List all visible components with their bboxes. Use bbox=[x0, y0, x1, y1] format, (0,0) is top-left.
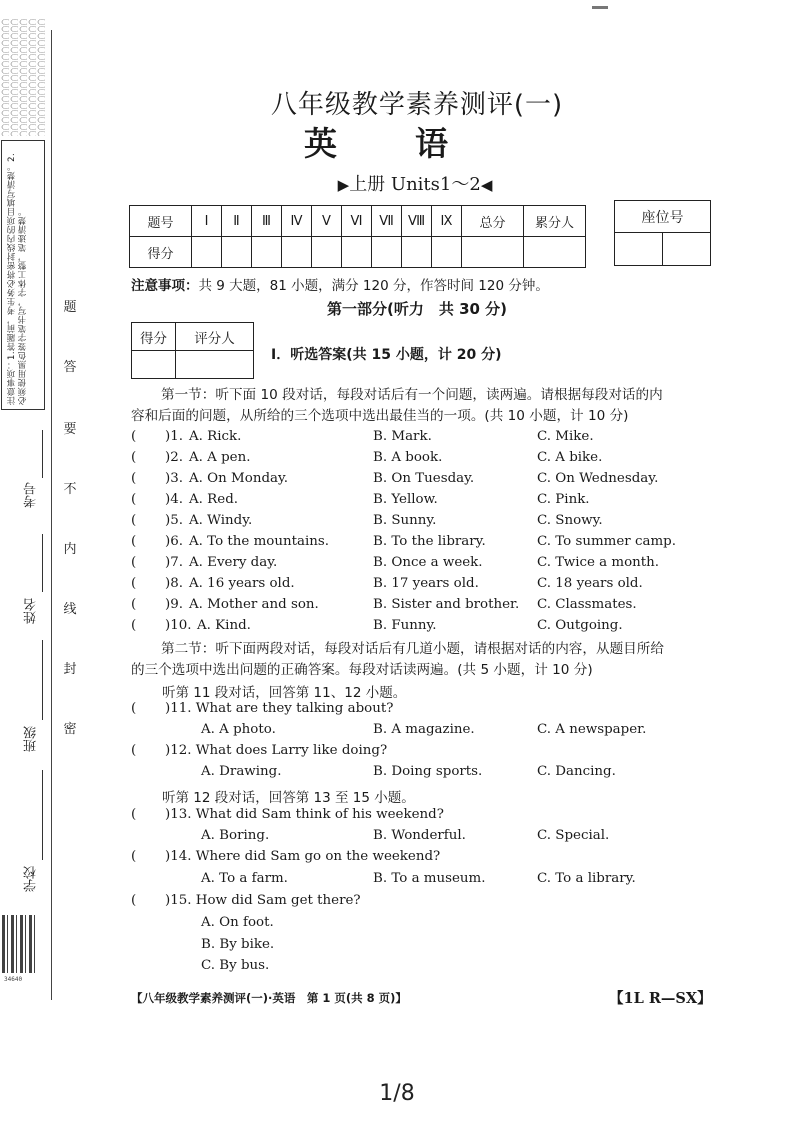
option-b: B. To the library. bbox=[373, 534, 486, 549]
page-footer: 【八年级教学素养测评(一)·英语 第 1 页(共 8 页)】 bbox=[131, 991, 407, 1005]
seat-table bbox=[614, 200, 711, 266]
field-name-line[interactable] bbox=[42, 534, 43, 592]
question-12-options bbox=[131, 764, 731, 785]
option-c: C. Mike. bbox=[537, 429, 594, 444]
question-number: )8. bbox=[165, 576, 184, 591]
triangle-right-icon: ▶ bbox=[337, 176, 350, 194]
option-c: C. To a library. bbox=[537, 871, 636, 886]
score-input[interactable] bbox=[252, 237, 282, 268]
question-7 bbox=[131, 555, 731, 576]
score-input[interactable] bbox=[312, 237, 342, 268]
question-13 bbox=[131, 807, 731, 828]
question-14-options bbox=[131, 871, 731, 892]
question-number: )9. bbox=[165, 597, 184, 612]
score-cell: Ⅵ bbox=[342, 206, 372, 237]
answer-paren[interactable]: ( bbox=[131, 492, 137, 507]
option-b: B. By bike. bbox=[201, 937, 275, 952]
answer-paren[interactable]: ( bbox=[131, 429, 137, 444]
score-input[interactable] bbox=[282, 237, 312, 268]
footer-code: 【1L R—SX】 bbox=[609, 990, 712, 1007]
option-b: B. Mark. bbox=[373, 429, 432, 444]
answer-paren[interactable]: ( bbox=[131, 701, 137, 716]
option-a: A. Rick. bbox=[189, 429, 242, 444]
seal-char: 题 bbox=[63, 300, 77, 315]
option-c: C. Dancing. bbox=[537, 764, 616, 779]
question-stem: )15. How did Sam get there? bbox=[165, 893, 361, 908]
score-cell: Ⅸ bbox=[432, 206, 462, 237]
field-class-line[interactable] bbox=[42, 640, 43, 720]
field-class: 班级 bbox=[24, 726, 39, 752]
score-input[interactable] bbox=[432, 237, 462, 268]
score-input[interactable] bbox=[342, 237, 372, 268]
option-a: A. Drawing. bbox=[201, 764, 282, 779]
answer-paren[interactable]: ( bbox=[131, 807, 137, 822]
page-title: 八年级教学素养测评(一) bbox=[270, 90, 564, 120]
question-number: )4. bbox=[165, 492, 184, 507]
score-cell: 累分人 bbox=[524, 206, 586, 237]
option-a: A. To a farm. bbox=[201, 871, 288, 886]
attention-text: 共 9 大题，81 小题，满分 120 分，作答时间 120 分钟。 bbox=[198, 278, 549, 294]
option-a: A. Kind. bbox=[197, 618, 251, 633]
question-3 bbox=[131, 471, 731, 492]
option-c: C. Classmates. bbox=[537, 597, 637, 612]
answer-paren[interactable]: ( bbox=[131, 471, 137, 486]
question-15-option-b bbox=[131, 937, 731, 958]
score-cell: Ⅶ bbox=[372, 206, 402, 237]
question-stem: )12. What does Larry like doing? bbox=[165, 743, 388, 758]
seal-text bbox=[58, 290, 82, 750]
option-b: B. Once a week. bbox=[373, 555, 483, 570]
field-school: 学校 bbox=[24, 866, 39, 892]
grader-table bbox=[131, 322, 254, 379]
option-b: B. A book. bbox=[373, 450, 443, 465]
seal-char: 密 bbox=[63, 722, 77, 737]
option-c: C. A bike. bbox=[537, 450, 603, 465]
qr-code-icon bbox=[2, 915, 38, 973]
option-a: A. On Monday. bbox=[189, 471, 289, 486]
instruction-line: 的三个选项中选出问题的正确答案。每段对话读两遍。(共 5 小题，计 10 分) bbox=[131, 662, 593, 678]
option-b: B. Doing sports. bbox=[373, 764, 483, 779]
grader-score-label: 得分 bbox=[132, 323, 176, 351]
score-input[interactable] bbox=[222, 237, 252, 268]
question-5 bbox=[131, 513, 731, 534]
qr-code-text: 34640 bbox=[4, 976, 23, 983]
option-c: C. On Wednesday. bbox=[537, 471, 659, 486]
option-b: B. On Tuesday. bbox=[373, 471, 475, 486]
answer-paren[interactable]: ( bbox=[131, 849, 137, 864]
field-name: 姓名 bbox=[24, 598, 39, 624]
answer-paren[interactable]: ( bbox=[131, 893, 137, 908]
score-cell: Ⅲ bbox=[252, 206, 282, 237]
question-11-options bbox=[131, 722, 731, 743]
option-b: B. 17 years old. bbox=[373, 576, 479, 591]
answer-paren[interactable]: ( bbox=[131, 576, 137, 591]
score-input[interactable] bbox=[192, 237, 222, 268]
question-4 bbox=[131, 492, 731, 513]
option-c: C. Special. bbox=[537, 828, 610, 843]
question-number: )10. bbox=[165, 618, 192, 633]
score-input[interactable] bbox=[402, 237, 432, 268]
question-12 bbox=[131, 743, 731, 764]
answer-paren[interactable]: ( bbox=[131, 618, 137, 633]
seat-label: 座位号 bbox=[615, 201, 711, 233]
question-number: )5. bbox=[165, 513, 184, 528]
option-b: B. Funny. bbox=[373, 618, 437, 633]
option-c: C. 18 years old. bbox=[537, 576, 643, 591]
question-1 bbox=[131, 429, 731, 450]
score-table-header-row bbox=[130, 206, 586, 237]
option-c: C. Pink. bbox=[537, 492, 590, 507]
option-c: C. Twice a month. bbox=[537, 555, 660, 570]
seal-char: 线 bbox=[63, 602, 77, 617]
option-c: C. Snowy. bbox=[537, 513, 603, 528]
question-11 bbox=[131, 701, 731, 722]
option-a: A. Every day. bbox=[189, 555, 278, 570]
score-cell: Ⅴ bbox=[312, 206, 342, 237]
seal-char: 不 bbox=[63, 482, 77, 497]
instruction-line: 容和后面的问题，从所给的三个选项中选出最佳当的一项。(共 10 小题，计 10 分) bbox=[131, 408, 629, 424]
units-line bbox=[0, 170, 794, 196]
score-table-score-row bbox=[130, 237, 586, 268]
option-a: A. Windy. bbox=[189, 513, 253, 528]
option-b: B. Sister and brother. bbox=[373, 597, 520, 612]
question-15 bbox=[131, 893, 731, 914]
score-input[interactable] bbox=[524, 237, 586, 268]
score-cell: Ⅳ bbox=[282, 206, 312, 237]
seat-input[interactable] bbox=[663, 233, 711, 266]
score-cell: Ⅷ bbox=[402, 206, 432, 237]
question-stem: )13. What did Sam think of his weekend? bbox=[165, 807, 444, 822]
scan-mark bbox=[592, 6, 608, 9]
question-10 bbox=[131, 618, 731, 639]
triangle-left-icon: ◀ bbox=[480, 176, 493, 194]
seat-input[interactable] bbox=[615, 233, 663, 266]
question-6 bbox=[131, 534, 731, 555]
answer-paren[interactable]: ( bbox=[131, 534, 137, 549]
seal-char: 要 bbox=[63, 422, 77, 437]
question-15-option-c bbox=[131, 958, 731, 979]
answer-paren[interactable]: ( bbox=[131, 743, 137, 758]
option-a: A. A pen. bbox=[189, 450, 251, 465]
option-b: B. Wonderful. bbox=[373, 828, 466, 843]
instruction-line: 第一节：听下面 10 段对话，每段对话后有一个问题，读两遍。请根据每段对话的内 bbox=[161, 387, 663, 403]
question-13-options bbox=[131, 828, 731, 849]
option-a: A. Mother and son. bbox=[189, 597, 319, 612]
question-stem: )11. What are they talking about? bbox=[165, 701, 394, 716]
listen-instruction-11: 听第 11 段对话，回答第 11、12 小题。 bbox=[162, 685, 407, 701]
question-number: )7. bbox=[165, 555, 184, 570]
instruction-line: 第二节：听下面两段对话，每段对话后有几道小题，请根据对话的内容，从题目所给 bbox=[161, 641, 664, 657]
option-a: A. Red. bbox=[189, 492, 239, 507]
question-8 bbox=[131, 576, 731, 597]
attention-line bbox=[131, 274, 549, 294]
seal-char: 答 bbox=[63, 360, 77, 375]
seal-char: 封 bbox=[63, 662, 77, 677]
subject-title: 英语 bbox=[304, 124, 526, 163]
score-label: 得分 bbox=[130, 237, 192, 268]
question-14 bbox=[131, 849, 731, 870]
option-c: C. Outgoing. bbox=[537, 618, 623, 633]
answer-paren[interactable]: ( bbox=[131, 597, 137, 612]
option-b: B. A magazine. bbox=[373, 722, 475, 737]
option-a: A. 16 years old. bbox=[189, 576, 295, 591]
option-a: A. To the mountains. bbox=[189, 534, 329, 549]
option-a: A. A photo. bbox=[201, 722, 276, 737]
question-15-option-a bbox=[131, 915, 731, 936]
section1-title: Ⅰ．听选答案(共 15 小题，计 20 分) bbox=[271, 347, 502, 363]
answer-paren[interactable]: ( bbox=[131, 513, 137, 528]
question-9 bbox=[131, 597, 731, 618]
score-input[interactable] bbox=[462, 237, 524, 268]
score-cell: Ⅱ bbox=[222, 206, 252, 237]
score-input[interactable] bbox=[372, 237, 402, 268]
answer-paren[interactable]: ( bbox=[131, 555, 137, 570]
field-exam-number-line[interactable] bbox=[42, 430, 43, 478]
grader-score-input[interactable] bbox=[132, 351, 176, 379]
section1-part2-instructions bbox=[131, 639, 717, 681]
option-c: C. To summer camp. bbox=[537, 534, 676, 549]
score-table bbox=[129, 205, 586, 268]
field-exam-number: 考号 bbox=[24, 482, 39, 508]
page-indicator: 1/8 bbox=[379, 1081, 415, 1106]
question-number: )6. bbox=[165, 534, 184, 549]
grader-reviewer-label: 评分人 bbox=[176, 323, 254, 351]
field-school-line[interactable] bbox=[42, 770, 43, 860]
option-a: A. On foot. bbox=[201, 915, 274, 930]
units-text: 上册 Units1～2 bbox=[349, 174, 481, 195]
question-number: )2. bbox=[165, 450, 184, 465]
question-stem: )14. Where did Sam go on the weekend? bbox=[165, 849, 441, 864]
score-cell: Ⅰ bbox=[192, 206, 222, 237]
option-c: C. A newspaper. bbox=[537, 722, 647, 737]
score-cell: 总分 bbox=[462, 206, 524, 237]
section1-part1-instructions bbox=[131, 385, 717, 427]
question-number: )1. bbox=[165, 429, 184, 444]
seal-char: 内 bbox=[63, 542, 77, 557]
question-number: )3. bbox=[165, 471, 184, 486]
option-b: B. Yellow. bbox=[373, 492, 438, 507]
listen-instruction-12: 听第 12 段对话，回答第 13 至 15 小题。 bbox=[162, 790, 415, 806]
option-b: B. Sunny. bbox=[373, 513, 437, 528]
score-cell: 题号 bbox=[130, 206, 192, 237]
answer-paren[interactable]: ( bbox=[131, 450, 137, 465]
option-c: C. By bus. bbox=[201, 958, 270, 973]
grader-reviewer-input[interactable] bbox=[176, 351, 254, 379]
option-b: B. To a museum. bbox=[373, 871, 486, 886]
option-a: A. Boring. bbox=[201, 828, 270, 843]
question-2 bbox=[131, 450, 731, 471]
binding-notice: 注意事项：1.答题前，考生务必将密封线内的项目填写清楚。2.必须使用黑色签字笔书写，字体工整，笔迹清楚。 bbox=[7, 152, 28, 405]
attention-label: 注意事项： bbox=[131, 278, 199, 294]
part1-title: 第一部分(听力 共 30 分) bbox=[326, 300, 508, 318]
